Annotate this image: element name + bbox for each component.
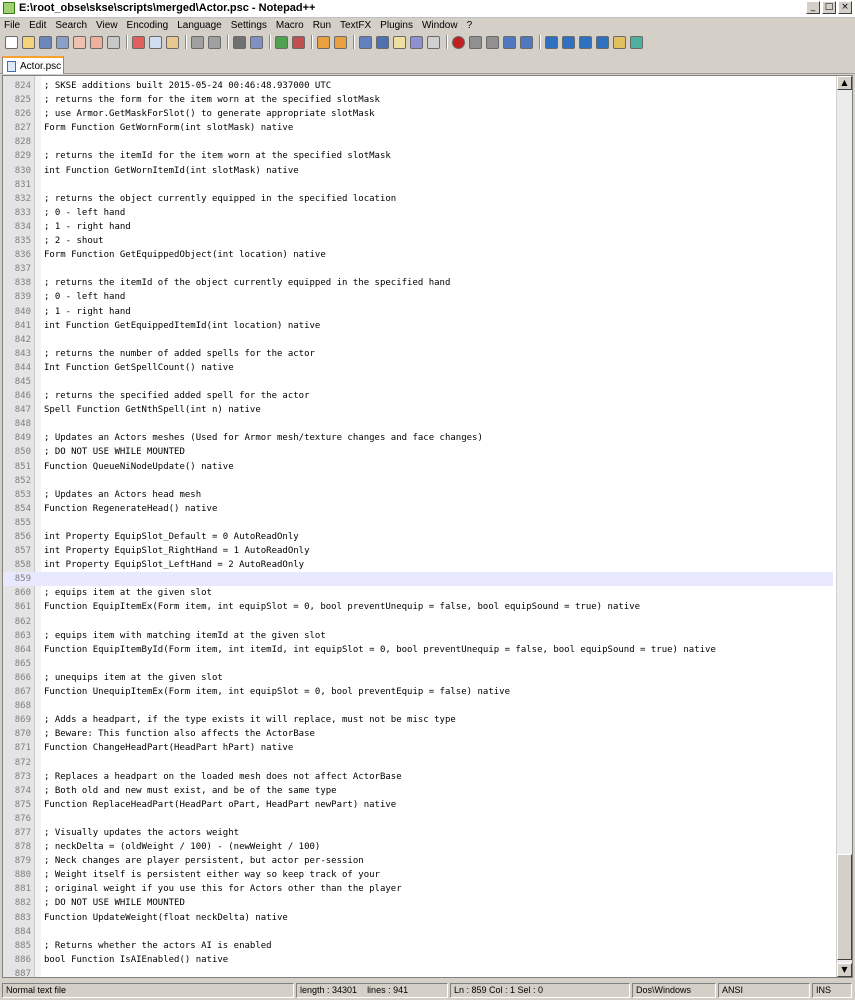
- code-line[interactable]: [3, 220, 833, 234]
- code-line[interactable]: [3, 305, 833, 319]
- line-text[interactable]: ; 0 - left hand: [44, 207, 126, 218]
- line-text[interactable]: Function ReplaceHeadPart(HeadPart oPart, HeadPart newPart) native: [44, 799, 397, 810]
- line-text[interactable]: ; neckDelta = (oldWeight / 100) - (newWeight / 100): [44, 842, 321, 853]
- down-icon[interactable]: [579, 36, 592, 49]
- code-line[interactable]: [3, 615, 833, 629]
- code-line[interactable]: [3, 135, 833, 149]
- editor[interactable]: [2, 75, 853, 978]
- line-number: 882: [14, 898, 31, 909]
- code-line[interactable]: [3, 488, 833, 502]
- line-text[interactable]: Form Function GetEquippedObject(int location) native: [44, 250, 326, 261]
- code-line[interactable]: [3, 375, 833, 389]
- toolbar: [0, 32, 855, 52]
- line-number: 867: [14, 687, 31, 698]
- line-text[interactable]: int Function GetWornItemId(int slotMask) native: [44, 165, 299, 176]
- undo-icon[interactable]: [191, 36, 204, 49]
- line-number: 884: [14, 926, 31, 937]
- line-number: 845: [14, 376, 31, 387]
- line-number: 856: [14, 532, 31, 542]
- line-number: 879: [14, 856, 31, 867]
- line-number: 839: [14, 292, 31, 303]
- line-number: 830: [14, 165, 31, 176]
- line-text[interactable]: Int Function GetSpellCount() native: [44, 362, 234, 373]
- line-number: 881: [14, 884, 31, 895]
- toolbar-separator: [227, 35, 229, 49]
- save-macro-icon[interactable]: [520, 36, 533, 49]
- line-number: 886: [14, 954, 31, 965]
- code-line[interactable]: [3, 812, 833, 826]
- code-line[interactable]: [3, 290, 833, 304]
- line-text[interactable]: ; DO NOT USE WHILE MOUNTED: [44, 898, 185, 909]
- line-text[interactable]: ; Visually updates the actors weight: [44, 827, 240, 838]
- code-line[interactable]: [3, 319, 833, 333]
- copy-icon[interactable]: [149, 36, 162, 49]
- code-line[interactable]: [3, 276, 833, 290]
- line-number: 878: [14, 842, 31, 853]
- spell-check-icon[interactable]: [613, 36, 626, 49]
- line-text[interactable]: ; 0 - left hand: [44, 292, 126, 303]
- tab-bar: [0, 53, 855, 74]
- menu-window[interactable]: Window: [421, 19, 458, 31]
- menu-encoding[interactable]: Encoding: [126, 19, 169, 31]
- line-text[interactable]: Function EquipItemEx(Form item, int equipSlot = 0, bool preventUnequip = false, bool equipSound = true) native: [44, 602, 641, 613]
- line-number: 865: [14, 658, 31, 669]
- code-line[interactable]: [3, 939, 833, 953]
- line-number: 838: [14, 278, 31, 289]
- line-number: 877: [14, 827, 31, 838]
- menu-run[interactable]: Run: [312, 19, 332, 31]
- line-text[interactable]: ; returns the form for the item worn at the specified slotMask: [44, 95, 380, 106]
- code-line[interactable]: [3, 333, 833, 347]
- tab-label: Actor.psc: [20, 60, 62, 72]
- code-line[interactable]: [3, 530, 833, 544]
- code-line[interactable]: [3, 643, 833, 657]
- code-line[interactable]: [3, 925, 833, 939]
- minimize-button[interactable]: _: [806, 1, 820, 14]
- line-number: 885: [14, 940, 31, 951]
- code-line[interactable]: [3, 79, 833, 93]
- line-number: 841: [14, 320, 31, 331]
- code-line[interactable]: [3, 389, 833, 403]
- menu-file[interactable]: File: [4, 19, 21, 31]
- user-lang-icon[interactable]: [410, 36, 423, 49]
- status-insert-mode[interactable]: INS: [812, 983, 852, 998]
- play-multiple-icon[interactable]: [503, 36, 516, 49]
- redo-icon[interactable]: [208, 36, 221, 49]
- line-text[interactable]: int Property EquipSlot_RightHand = 1 AutoReadOnly: [44, 546, 310, 557]
- line-text[interactable]: ; use Armor.GetMaskForSlot() to generate appropriate slotMask: [44, 109, 375, 120]
- status-file-type: Normal text file: [2, 983, 294, 998]
- menu-edit[interactable]: Edit: [29, 19, 47, 31]
- code-line[interactable]: [3, 474, 833, 488]
- line-text[interactable]: ; returns the specified added spell for the actor: [44, 391, 310, 402]
- toolbar-separator: [269, 35, 271, 49]
- code-line[interactable]: [3, 868, 833, 882]
- line-number: 869: [14, 715, 31, 726]
- menu-settings[interactable]: Settings: [230, 19, 267, 31]
- code-line[interactable]: [3, 431, 833, 445]
- line-text[interactable]: ; returns the itemId for the item worn at the specified slotMask: [44, 151, 391, 162]
- line-text[interactable]: ; Neck changes are player persistent, but actor per-session: [44, 856, 364, 867]
- menu-plugins[interactable]: Plugins: [380, 19, 413, 31]
- code-line[interactable]: [3, 445, 833, 459]
- next-icon[interactable]: [596, 36, 609, 49]
- status-encoding[interactable]: ANSI: [718, 983, 810, 998]
- line-number: 847: [14, 405, 31, 416]
- find-icon[interactable]: [233, 36, 246, 49]
- line-number: 835: [14, 236, 31, 247]
- code-line[interactable]: [3, 121, 833, 135]
- line-number: 828: [14, 137, 31, 148]
- line-number: 824: [14, 81, 31, 91]
- menu-help[interactable]: ?: [466, 19, 473, 31]
- code-line[interactable]: [3, 840, 833, 854]
- line-number: 840: [14, 306, 31, 317]
- sync-v-icon[interactable]: [317, 36, 330, 49]
- code-line[interactable]: [3, 164, 833, 178]
- line-text[interactable]: ; 1 - right hand: [44, 306, 131, 317]
- cut-icon[interactable]: [132, 36, 145, 49]
- line-text[interactable]: ; Returns whether the actors AI is enabled: [44, 940, 272, 951]
- line-number: 870: [14, 729, 31, 740]
- code-line[interactable]: [3, 460, 833, 474]
- menu-bar: [0, 18, 855, 32]
- sync-h-icon[interactable]: [334, 36, 347, 49]
- line-text[interactable]: Function RegenerateHead() native: [44, 503, 218, 514]
- open-file-icon[interactable]: [22, 36, 35, 49]
- zoom-out-icon[interactable]: [292, 36, 305, 49]
- line-text[interactable]: ; SKSE additions built 2015-05-24 00:46:48.937000 UTC: [44, 81, 332, 91]
- status-eol[interactable]: Dos\Windows: [632, 983, 716, 998]
- line-text[interactable]: ; Both old and new must exist, and be of the same type: [44, 785, 337, 796]
- show-all-chars-icon[interactable]: [376, 36, 389, 49]
- line-text[interactable]: ; Updates an Actors head mesh: [44, 489, 202, 500]
- scroll-thumb[interactable]: [837, 854, 852, 960]
- line-number: 880: [14, 870, 31, 881]
- code-line[interactable]: [3, 149, 833, 163]
- code-line[interactable]: [3, 516, 833, 530]
- tab-actor-psc[interactable]: [2, 56, 64, 74]
- line-text[interactable]: Function QueueNiNodeUpdate() native: [44, 461, 234, 472]
- record-macro-icon[interactable]: [452, 36, 465, 49]
- line-number: 872: [14, 757, 31, 768]
- line-number: 883: [14, 912, 31, 923]
- stop-record-icon[interactable]: [469, 36, 482, 49]
- window-title: E:\root_obse\skse\scripts\merged\Actor.psc - Notepad++: [19, 2, 316, 14]
- line-number: 826: [14, 109, 31, 120]
- status-length: length : 34301: [300, 985, 358, 995]
- line-text[interactable]: ; returns the number of added spells for the actor: [44, 348, 315, 359]
- menu-macro[interactable]: Macro: [275, 19, 304, 31]
- line-number: 843: [14, 348, 31, 359]
- menu-search[interactable]: Search: [55, 19, 88, 31]
- code-line[interactable]: [3, 629, 833, 643]
- line-number: 829: [14, 151, 31, 162]
- line-number: 849: [14, 433, 31, 444]
- line-number: 852: [14, 475, 31, 486]
- line-number: 864: [14, 644, 31, 655]
- code-line[interactable]: [3, 178, 833, 192]
- code-line[interactable]: [3, 854, 833, 868]
- line-text[interactable]: int Property EquipSlot_LeftHand = 2 AutoReadOnly: [44, 560, 305, 571]
- line-number: 836: [14, 250, 31, 261]
- line-text[interactable]: Form Function GetWornForm(int slotMask) native: [44, 123, 294, 134]
- line-number: 832: [14, 193, 31, 204]
- line-text[interactable]: Spell Function GetNthSpell(int n) native: [44, 405, 261, 416]
- code-line[interactable]: [3, 572, 833, 586]
- close-all-icon[interactable]: [90, 36, 103, 49]
- line-text[interactable]: ; Beware: This function also affects the ActorBase: [44, 729, 315, 740]
- code-line[interactable]: [3, 967, 833, 978]
- replace-icon[interactable]: [250, 36, 263, 49]
- document-icon: [7, 61, 16, 72]
- code-line[interactable]: [3, 262, 833, 276]
- scroll-up-arrow-icon[interactable]: ▲: [837, 76, 852, 90]
- zoom-in-icon[interactable]: [275, 36, 288, 49]
- line-number: 855: [14, 517, 31, 528]
- code-line[interactable]: [3, 347, 833, 361]
- code-line[interactable]: [3, 558, 833, 572]
- line-number: 834: [14, 221, 31, 232]
- status-length-lines: [296, 983, 448, 998]
- code-line[interactable]: [3, 826, 833, 840]
- line-number: 863: [14, 630, 31, 641]
- line-text[interactable]: ; returns the itemId of the object currently equipped in the specified hand: [44, 278, 451, 289]
- line-number: 876: [14, 813, 31, 824]
- toolbar-separator: [353, 35, 355, 49]
- code-line[interactable]: [3, 192, 833, 206]
- line-text[interactable]: ; Updates an Actors meshes (Used for Armor mesh/texture changes and face changes): [44, 433, 483, 444]
- menu-view[interactable]: View: [96, 19, 118, 31]
- status-lines: lines : 941: [367, 985, 409, 995]
- code-line[interactable]: [3, 417, 833, 431]
- line-text[interactable]: ; DO NOT USE WHILE MOUNTED: [44, 447, 185, 458]
- notepad-plus-plus-icon: [3, 2, 15, 14]
- line-text[interactable]: ; unequips item at the given slot: [44, 672, 223, 683]
- code-line[interactable]: [3, 234, 833, 248]
- line-text[interactable]: ; Replaces a headpart on the loaded mesh does not affect ActorBase: [44, 771, 402, 782]
- line-text[interactable]: ; equips item at the given slot: [44, 588, 212, 599]
- line-number: 844: [14, 362, 31, 373]
- line-number: 875: [14, 799, 31, 810]
- code-line[interactable]: [3, 699, 833, 713]
- line-text[interactable]: Function ChangeHeadPart(HeadPart hPart) native: [44, 743, 294, 754]
- menu-language[interactable]: Language: [177, 19, 222, 31]
- code-line[interactable]: [3, 756, 833, 770]
- doc-map-icon[interactable]: [427, 36, 440, 49]
- code-line[interactable]: [3, 657, 833, 671]
- line-text[interactable]: Function EquipItemById(Form item, int itemId, int equipSlot = 0, bool preventUnequip = false, bool equipSound = true) native: [44, 644, 716, 655]
- code-line[interactable]: [3, 713, 833, 727]
- save-icon[interactable]: [39, 36, 52, 49]
- line-number: 862: [14, 616, 31, 627]
- line-number: 874: [14, 785, 31, 796]
- code-line[interactable]: [3, 741, 833, 755]
- title-bar: [0, 0, 855, 18]
- print-icon[interactable]: [107, 36, 120, 49]
- line-text[interactable]: ; original weight if you use this for Actors other than the player: [44, 884, 402, 895]
- line-number: 873: [14, 771, 31, 782]
- code-line[interactable]: [3, 685, 833, 699]
- line-number: 846: [14, 391, 31, 402]
- line-number: 827: [14, 123, 31, 134]
- code-line[interactable]: [3, 586, 833, 600]
- line-number: 871: [14, 743, 31, 754]
- word-wrap-icon[interactable]: [359, 36, 372, 49]
- vertical-scrollbar[interactable]: [836, 76, 852, 977]
- code-line[interactable]: [3, 798, 833, 812]
- line-text[interactable]: Function UnequipItemEx(Form item, int equipSlot = 0, bool preventEquip = false) native: [44, 687, 510, 698]
- paste-icon[interactable]: [166, 36, 179, 49]
- code-line[interactable]: [3, 361, 833, 375]
- code-line[interactable]: [3, 502, 833, 516]
- line-text[interactable]: Function UpdateWeight(float neckDelta) native: [44, 912, 288, 923]
- code-line[interactable]: [3, 206, 833, 220]
- code-line[interactable]: [3, 770, 833, 784]
- line-text[interactable]: int Property EquipSlot_Default = 0 AutoReadOnly: [44, 532, 299, 542]
- trim-icon[interactable]: [545, 36, 558, 49]
- line-number: 858: [14, 560, 31, 571]
- line-text[interactable]: ; 2 - shout: [44, 236, 104, 247]
- line-number: 866: [14, 672, 31, 683]
- code-line[interactable]: [3, 107, 833, 121]
- line-number: 837: [14, 264, 31, 275]
- code-lines[interactable]: [3, 79, 833, 978]
- code-line[interactable]: [3, 403, 833, 417]
- line-number: 857: [14, 546, 31, 557]
- line-number: 859: [14, 574, 31, 585]
- code-line[interactable]: [3, 671, 833, 685]
- code-line[interactable]: [3, 882, 833, 896]
- toolbar-separator: [185, 35, 187, 49]
- code-line[interactable]: [3, 911, 833, 925]
- line-number: 851: [14, 461, 31, 472]
- menu-textfx[interactable]: TextFX: [340, 19, 372, 31]
- line-text[interactable]: ; returns the object currently equipped in the specified location: [44, 193, 397, 204]
- toolbar-separator: [311, 35, 313, 49]
- maximize-button[interactable]: □: [822, 1, 836, 14]
- line-number: 842: [14, 334, 31, 345]
- code-line[interactable]: [3, 727, 833, 741]
- line-number: 887: [14, 968, 31, 978]
- code-line[interactable]: [3, 896, 833, 910]
- save-all-icon[interactable]: [56, 36, 69, 49]
- plugin-icon[interactable]: [630, 36, 643, 49]
- line-text[interactable]: ; Weight itself is persistent either way so keep track of your: [44, 870, 380, 881]
- line-number: 831: [14, 179, 31, 190]
- toolbar-separator: [539, 35, 541, 49]
- play-macro-icon[interactable]: [486, 36, 499, 49]
- code-line[interactable]: [3, 248, 833, 262]
- toolbar-separator: [446, 35, 448, 49]
- code-line[interactable]: [3, 953, 833, 967]
- line-text[interactable]: ; 1 - right hand: [44, 221, 131, 232]
- line-text[interactable]: int Function GetEquippedItemId(int location) native: [44, 320, 321, 331]
- line-text[interactable]: bool Function IsAIEnabled() native: [44, 954, 229, 965]
- toolbar-separator: [126, 35, 128, 49]
- line-number: 860: [14, 588, 31, 599]
- line-number: 850: [14, 447, 31, 458]
- line-number: 825: [14, 95, 31, 106]
- line-number: 853: [14, 489, 31, 500]
- status-bar: [0, 980, 855, 1000]
- close-icon[interactable]: [73, 36, 86, 49]
- line-number: 861: [14, 602, 31, 613]
- line-number: 848: [14, 419, 31, 430]
- line-number: 868: [14, 701, 31, 712]
- new-file-icon[interactable]: [5, 36, 18, 49]
- line-number: 854: [14, 503, 31, 514]
- indent-guide-icon[interactable]: [393, 36, 406, 49]
- line-number: 833: [14, 207, 31, 218]
- code-line[interactable]: [3, 600, 833, 614]
- up-icon[interactable]: [562, 36, 575, 49]
- line-text[interactable]: ; Adds a headpart, if the type exists it will replace, must not be misc type: [44, 715, 456, 726]
- code-line[interactable]: [3, 544, 833, 558]
- code-line[interactable]: [3, 93, 833, 107]
- close-button[interactable]: ×: [838, 1, 852, 14]
- scroll-down-arrow-icon[interactable]: ▼: [837, 963, 852, 977]
- code-line[interactable]: [3, 784, 833, 798]
- status-position: Ln : 859 Col : 1 Sel : 0: [450, 983, 630, 998]
- line-text[interactable]: ; equips item with matching itemId at the given slot: [44, 630, 326, 641]
